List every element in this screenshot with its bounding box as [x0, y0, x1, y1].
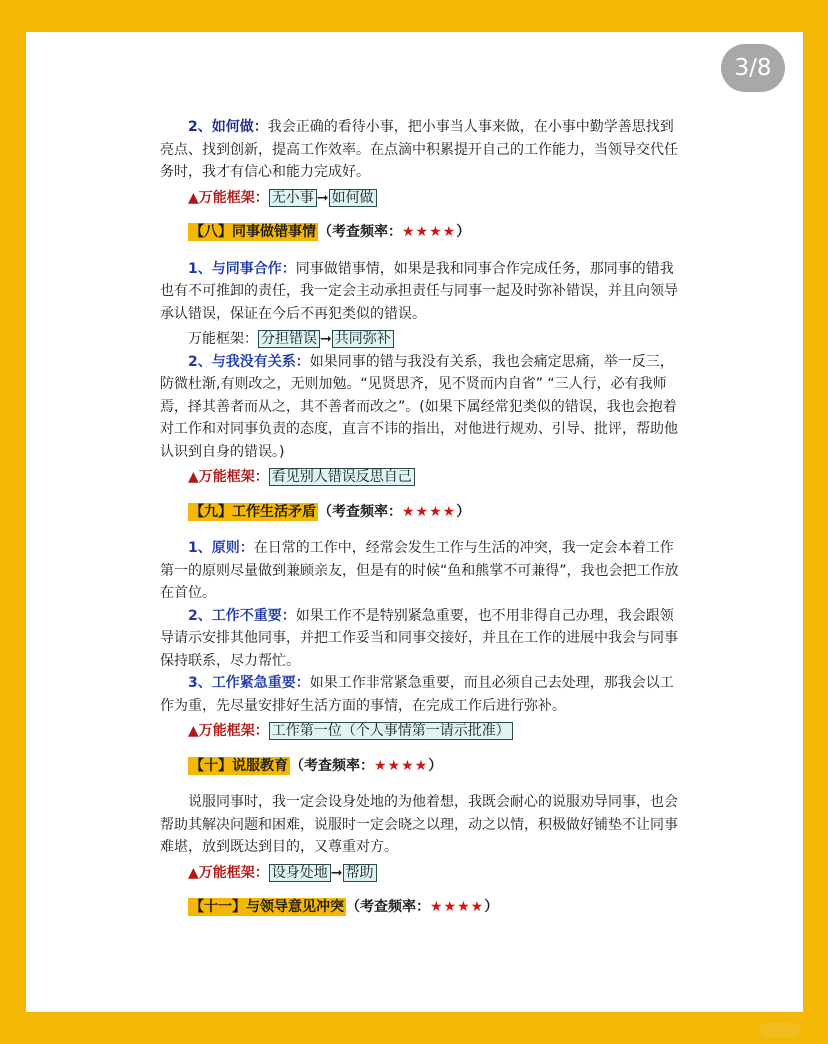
s10-stars: ★★★★ [374, 757, 429, 774]
s8-frame1 [188, 328, 680, 351]
s9-item1 [160, 537, 680, 605]
arrow-icon: ➞ [330, 864, 343, 881]
s7-frame-a: 无小事 [269, 189, 317, 207]
s8-item1-label: 1、与同事合作： [188, 260, 296, 277]
s8-heading [188, 221, 680, 244]
s8-item2 [160, 351, 680, 464]
s7-frame-b: 如何做 [329, 189, 377, 207]
s8-item2-text: 如果同事的错与我没有关系，我也会痛定思痛，举一反三，防微杜渐,有则改之，无则加勉。“见贤思齐，见不贤而内自省” “三人行，必有我师焉，择其善者而从之，其不善者而改之”。(如果下属经常犯类似的错误，我也会抱着对工作和对同事负责的态度，直言不讳的指出，对他进行规劝、引导、批评，帮助他认识到自身的错误。) [160, 353, 678, 460]
s7-item2-text: 我会正确的看待小事，把小事当人事来做，在小事中勤学善思找到亮点、找到创新，提高工作效率。在点滴中积累提开自己的工作能力，当领导交代任务时，我才有信心和能力完成好。 [160, 119, 678, 180]
s10-freq-close: ） [428, 757, 443, 774]
s11-heading [188, 896, 680, 919]
s9-item1-text: 在日常的工作中，经常会发生工作与生活的冲突，我一定会本着工作第一的原则尽量做到兼顾亲友，但是有的时候“鱼和熊掌不可兼得”，我也会把工作放在首位。 [160, 540, 679, 601]
s9-frame-a: 工作第一位（个人事情第一请示批准） [269, 722, 513, 740]
s8-frame2-label: ▲万能框架： [188, 469, 269, 485]
s11-stars: ★★★★ [430, 899, 485, 915]
s7-frame-label: ▲万能框架： [188, 189, 269, 206]
s8-stars: ★★★★ [402, 224, 457, 240]
s7-item2-label: 2、如何做： [188, 119, 268, 135]
s9-item3-text: 如果工作非常紧急重要，而且必须自己去处理，那我会以工作为重，先尽量安排好生活方面的事情，在完成工作后进行弥补。 [160, 675, 674, 714]
s11-freq-label: （考查频率： [346, 899, 430, 915]
s10-freq-label: （考查频率： [290, 757, 374, 774]
s7-frame [188, 187, 680, 210]
s9-item2-text: 如果工作不是特别紧急重要，也不用非得自己办理，我会跟领导请示安排其他同事，并把工作妥当和同事交接好，并且在工作的进展中我会与同事保持联系，尽力帮忙。 [160, 607, 678, 669]
s9-frame [188, 720, 680, 743]
s8-frame1-a: 分担错误 [258, 330, 320, 348]
s9-item3-label: 3、工作紧急重要： [188, 675, 310, 691]
s8-frame2 [188, 466, 680, 489]
s9-item3 [160, 672, 680, 717]
page-indicator: 3/8 [721, 44, 785, 92]
s10-heading [188, 755, 680, 778]
s9-freq-label: （考查频率： [318, 503, 402, 520]
s10-frame-a: 设身处地 [269, 864, 331, 882]
s9-item2-label: 2、工作不重要： [188, 607, 296, 624]
s8-freq-label: （考查频率： [318, 224, 402, 240]
s8-item1-text: 同事做错事情，如果是我和同事合作完成任务，那同事的错我也有不可推卸的责任，我一定会主动承担责任与同事一起及时弥补错误，并且向领导承认错误，保证在今后不再犯类似的错误。 [160, 260, 678, 322]
s9-freq-close: ） [456, 503, 471, 520]
s9-frame-label: ▲万能框架： [188, 723, 269, 739]
s7-item2 [160, 116, 680, 184]
s8-frame1-b: 共同弥补 [332, 330, 394, 348]
s8-freq-close: ） [456, 224, 471, 240]
s9-item1-label: 1、原则： [188, 540, 254, 556]
document-content [160, 116, 680, 919]
arrow-icon: ➞ [320, 331, 332, 347]
arrow-icon: ➞ [316, 189, 329, 206]
s10-title: 【十】说服教育 [190, 757, 288, 774]
s10-frame-b: 帮助 [343, 864, 377, 882]
s8-title: 【八】同事做错事情 [190, 224, 316, 240]
s9-item2 [160, 605, 680, 673]
s10-frame [188, 862, 680, 885]
watermark-icon [760, 1022, 800, 1038]
s9-title: 【九】工作生活矛盾 [190, 503, 316, 520]
s11-title: 【十一】与领导意见冲突 [190, 899, 344, 915]
s11-freq-close: ） [484, 899, 499, 915]
s8-item2-label: 2、与我没有关系： [188, 353, 310, 370]
s10-text: 说服同事时，我一定会设身处地的为他着想，我既会耐心的说服劝导同事，也会帮助其解决问题和困难，说服时一定会晓之以理，动之以情，积极做好铺垫不让同事难堪，放到既达到目的，又尊重对方。 [160, 794, 678, 855]
s9-heading [188, 501, 680, 524]
s9-stars: ★★★★ [402, 503, 457, 520]
s8-frame1-label: 万能框架： [188, 331, 258, 347]
s10-frame-label: ▲万能框架： [188, 864, 269, 881]
s8-item1 [160, 258, 680, 326]
s8-frame2-a: 看见别人错误反思自己 [269, 468, 415, 486]
